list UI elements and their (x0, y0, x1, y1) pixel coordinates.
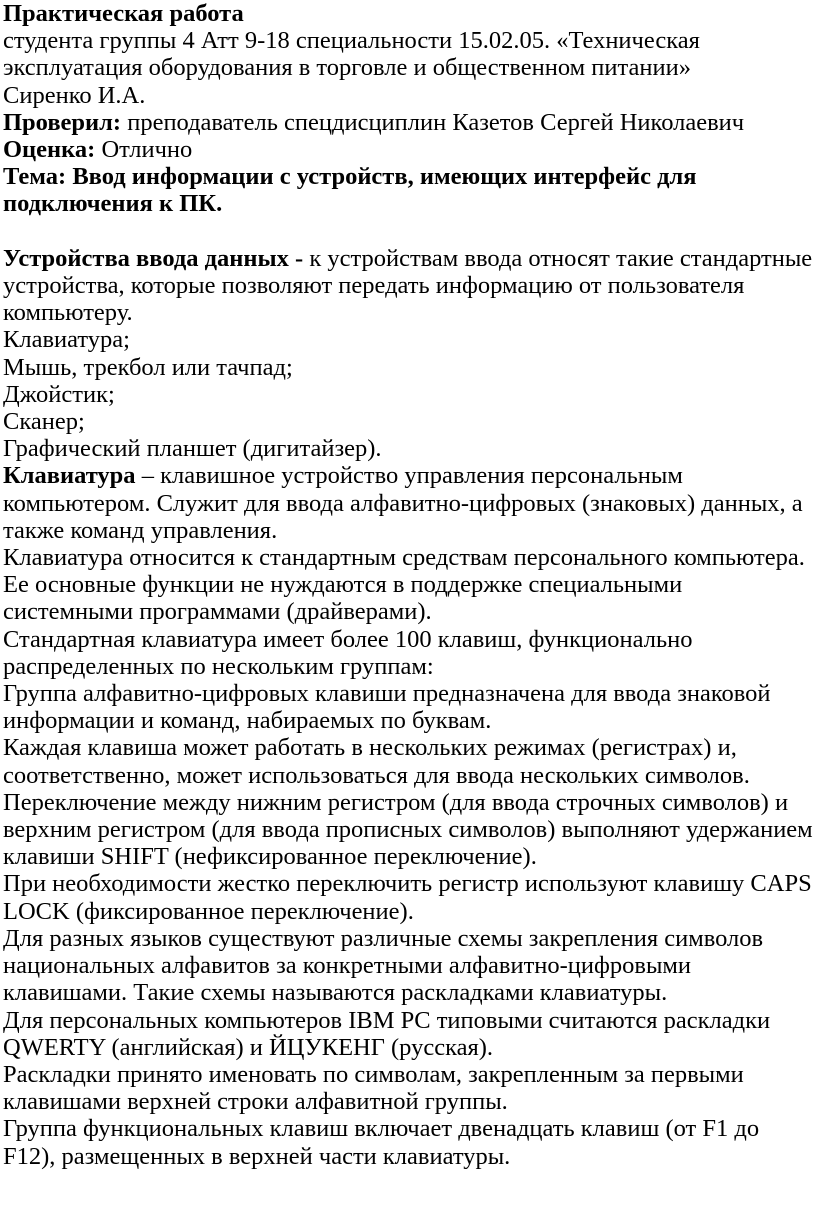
paragraph: Группа алфавитно-цифровых клавиши предназначена для ввода знаковой информации и команд, набираемых по буквам. (3, 680, 771, 735)
grade-value: Отлично (95, 136, 193, 164)
document-title: Практическая работа (3, 0, 244, 27)
paragraph: Переключение между нижним регистром (для ввода строчных символов) и верхним регистром (для ввода прописных символов) выполняют удержанием клавиши SHIFT (нефиксированное переключение). (3, 788, 813, 871)
paragraph: Каждая клавиша может работать в нескольких режимах (регистрах) и, соответственно, может использоваться для ввода нескольких символов. (3, 734, 750, 789)
keyboard-definition (3, 462, 816, 544)
paragraph: Раскладки принято именовать по символам, закрепленным за первыми клавишами верхней строки алфавитной группы. (3, 1060, 744, 1116)
paragraph: Для персональных компьютеров IBM PC типовыми считаются раскладки QWERTY (английская) и ЙЦУКЕНГ (русская). (3, 1006, 771, 1061)
input-devices-definition (3, 245, 816, 327)
device-list-item: Джойстик; (3, 380, 115, 408)
topic-heading: Тема: Ввод информации с устройств, имеющих интерфейс для подключения к ПК. (3, 163, 697, 218)
keyboard-term: Клавиатура (3, 462, 136, 490)
paragraph: При необходимости жестко переключить регистр используют клавишу CAPS LOCK (фиксированное переключение). (3, 870, 812, 925)
student-name: Сиренко И.А. (3, 81, 146, 109)
device-list-item: Графический планшет (дигитайзер). (3, 435, 382, 463)
paragraph: Клавиатура относится к стандартным средствам персонального компьютера. Ее основные функции не нуждаются в поддержке специальными системными программами (драйверами). (3, 544, 805, 626)
student-line: студента группы 4 Атт 9-18 специальности 15.02.05. «Техническая эксплуатация оборудования в торговле и общественном питании» (3, 27, 700, 82)
paragraph: Для разных языков существуют различные схемы закрепления символов национальных алфавитов за конкретными алфавитно-цифровыми клавишами. Такие схемы называются раскладками клавиатуры. (3, 924, 764, 1007)
input-devices-term: Устройства ввода данных - (3, 244, 304, 272)
checked-by-label: Проверил: (3, 108, 122, 136)
paragraph: Группа функциональных клавиш включает двенадцать клавиш (от F1 до F12), размещенных в верхней части клавиатуры. (3, 1115, 760, 1170)
keyboard-text: – клавишное устройство управления персональным компьютером. Служит для ввода алфавитно-цифровых (знаковых) данных, а также команд управления. (3, 462, 803, 544)
grade-label: Оценка: (3, 136, 96, 164)
device-list-item: Мышь, трекбол или тачпад; (3, 353, 293, 381)
grade-line (3, 136, 816, 163)
checked-by-value: преподаватель спецдисциплин Казетов Сергей Николаевич (121, 108, 745, 136)
blank-line (3, 218, 816, 245)
device-list-item: Сканер; (3, 408, 85, 436)
paragraph: Стандартная клавиатура имеет более 100 клавиш, функционально распределенных по нескольким группам: (3, 625, 693, 680)
checked-by-line (3, 109, 816, 136)
device-list-item: Клавиатура; (3, 326, 130, 354)
input-devices-text: к устройствам ввода относят такие стандартные устройства, которые позволяют передать информацию от пользователя компьютеру. (3, 244, 813, 327)
